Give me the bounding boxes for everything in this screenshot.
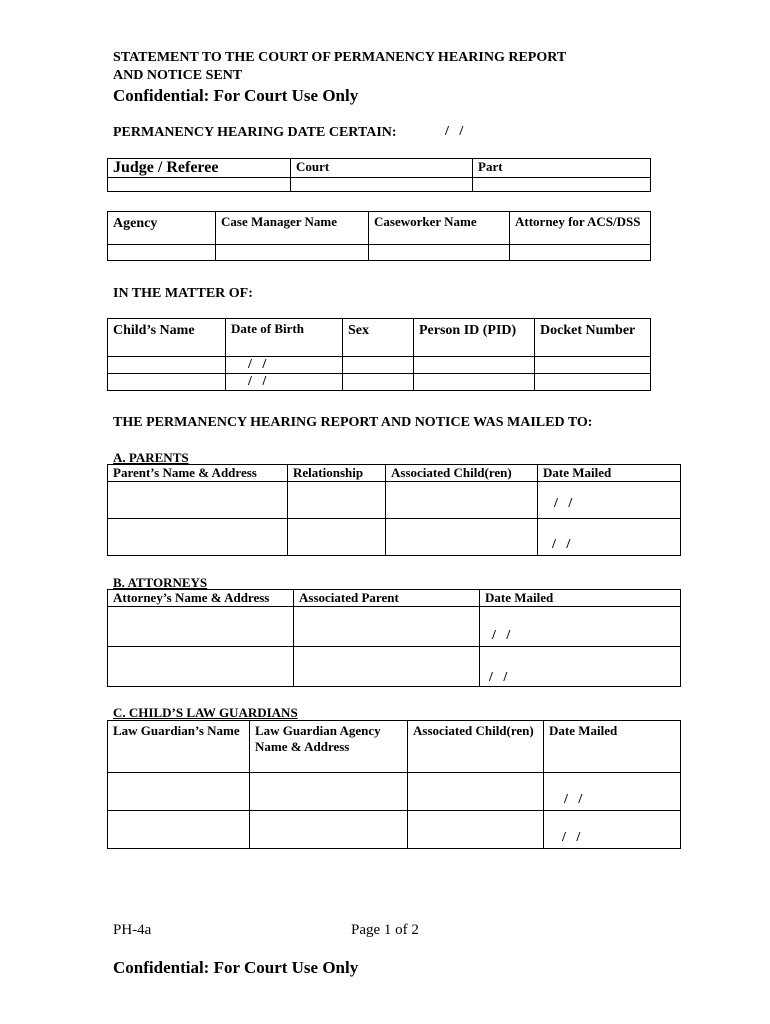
court-header: Court bbox=[291, 159, 473, 178]
agency-header: Agency bbox=[108, 212, 216, 245]
confidential-header: Confidential: For Court Use Only bbox=[113, 86, 359, 105]
parent-name-address-header: Parent’s Name & Address bbox=[108, 465, 288, 482]
matter-table bbox=[107, 318, 651, 391]
date-mailed-field[interactable]: / / bbox=[480, 647, 681, 687]
law-guardian-agency-field[interactable] bbox=[250, 811, 408, 849]
associated-children-header: Associated Child(ren) bbox=[408, 721, 544, 773]
caseworker-header: Caseworker Name bbox=[369, 212, 510, 245]
court-field[interactable] bbox=[291, 178, 473, 192]
person-id-field[interactable] bbox=[414, 374, 535, 391]
date-mailed-field[interactable]: / / bbox=[544, 811, 681, 849]
parent-name-address-field[interactable] bbox=[108, 482, 288, 519]
attorney-name-address-field[interactable] bbox=[108, 647, 294, 687]
part-field[interactable] bbox=[473, 178, 651, 192]
case-manager-header: Case Manager Name bbox=[216, 212, 369, 245]
childs-name-field[interactable] bbox=[108, 357, 226, 374]
judge-referee-header: Judge / Referee bbox=[108, 159, 291, 178]
associated-children-header: Associated Child(ren) bbox=[386, 465, 538, 482]
law-guardian-name-field[interactable] bbox=[108, 773, 250, 811]
date-mailed-header: Date Mailed bbox=[480, 590, 681, 607]
person-id-field[interactable] bbox=[414, 357, 535, 374]
childs-name-field[interactable] bbox=[108, 374, 226, 391]
relationship-field[interactable] bbox=[288, 482, 386, 519]
sex-field[interactable] bbox=[343, 374, 414, 391]
associated-parent-field[interactable] bbox=[294, 647, 480, 687]
date-of-birth-field[interactable]: / / bbox=[226, 357, 343, 374]
associated-children-field[interactable] bbox=[386, 482, 538, 519]
law-guardian-agency-header: Law Guardian Agency Name & Address bbox=[250, 721, 408, 773]
attorneys-section-label: B. ATTORNEYS bbox=[113, 575, 208, 590]
court-table bbox=[107, 158, 651, 192]
date-mailed-header: Date Mailed bbox=[538, 465, 681, 482]
part-header: Part bbox=[473, 159, 651, 178]
page-number: Page 1 of 2 bbox=[351, 922, 419, 938]
document-title-line2: AND NOTICE SENT bbox=[113, 68, 243, 83]
matter-label: IN THE MATTER OF: bbox=[113, 286, 253, 301]
law-guardian-name-field[interactable] bbox=[108, 811, 250, 849]
sex-field[interactable] bbox=[343, 357, 414, 374]
relationship-header: Relationship bbox=[288, 465, 386, 482]
attorneys-table bbox=[107, 589, 681, 687]
person-id-header: Person ID (PID) bbox=[414, 319, 535, 357]
associated-children-field[interactable] bbox=[408, 811, 544, 849]
date-mailed-field[interactable]: / / bbox=[480, 607, 681, 647]
attorney-acs-dss-field[interactable] bbox=[510, 245, 651, 261]
mailed-heading: THE PERMANENCY HEARING REPORT AND NOTICE WAS MAILED TO: bbox=[113, 415, 593, 430]
case-manager-field[interactable] bbox=[216, 245, 369, 261]
associated-children-field[interactable] bbox=[408, 773, 544, 811]
sex-header: Sex bbox=[343, 319, 414, 357]
judge-referee-field[interactable] bbox=[108, 178, 291, 192]
date-mailed-field[interactable]: / / bbox=[544, 773, 681, 811]
agency-field[interactable] bbox=[108, 245, 216, 261]
attorney-name-address-header: Attorney’s Name & Address bbox=[108, 590, 294, 607]
associated-children-field[interactable] bbox=[386, 519, 538, 556]
parents-table bbox=[107, 464, 681, 556]
associated-parent-header: Associated Parent bbox=[294, 590, 480, 607]
attorney-name-address-field[interactable] bbox=[108, 607, 294, 647]
parent-name-address-field[interactable] bbox=[108, 519, 288, 556]
law-guardian-name-header: Law Guardian’s Name bbox=[108, 721, 250, 773]
form-id: PH-4a bbox=[113, 922, 152, 938]
law-guardian-agency-field[interactable] bbox=[250, 773, 408, 811]
associated-parent-field[interactable] bbox=[294, 607, 480, 647]
hearing-date-value[interactable]: / / bbox=[445, 124, 464, 139]
date-of-birth-field[interactable]: / / bbox=[226, 374, 343, 391]
document-title-line1: STATEMENT TO THE COURT OF PERMANENCY HEARING REPORT bbox=[113, 50, 567, 65]
date-of-birth-header: Date of Birth bbox=[226, 319, 343, 357]
agency-table bbox=[107, 211, 651, 261]
docket-number-field[interactable] bbox=[535, 357, 651, 374]
relationship-field[interactable] bbox=[288, 519, 386, 556]
parents-section-label: A. PARENTS bbox=[113, 450, 189, 465]
docket-number-field[interactable] bbox=[535, 374, 651, 391]
childs-name-header: Child’s Name bbox=[108, 319, 226, 357]
caseworker-field[interactable] bbox=[369, 245, 510, 261]
attorney-acs-dss-header: Attorney for ACS/DSS bbox=[510, 212, 651, 245]
docket-number-header: Docket Number bbox=[535, 319, 651, 357]
confidential-footer: Confidential: For Court Use Only bbox=[113, 958, 359, 977]
guardians-table bbox=[107, 720, 681, 849]
date-mailed-field[interactable]: / / bbox=[538, 519, 681, 556]
date-mailed-field[interactable]: / / bbox=[538, 482, 681, 519]
date-mailed-header: Date Mailed bbox=[544, 721, 681, 773]
hearing-date-label: PERMANENCY HEARING DATE CERTAIN: bbox=[113, 125, 397, 140]
guardians-section-label: C. CHILD’S LAW GUARDIANS bbox=[113, 705, 298, 720]
